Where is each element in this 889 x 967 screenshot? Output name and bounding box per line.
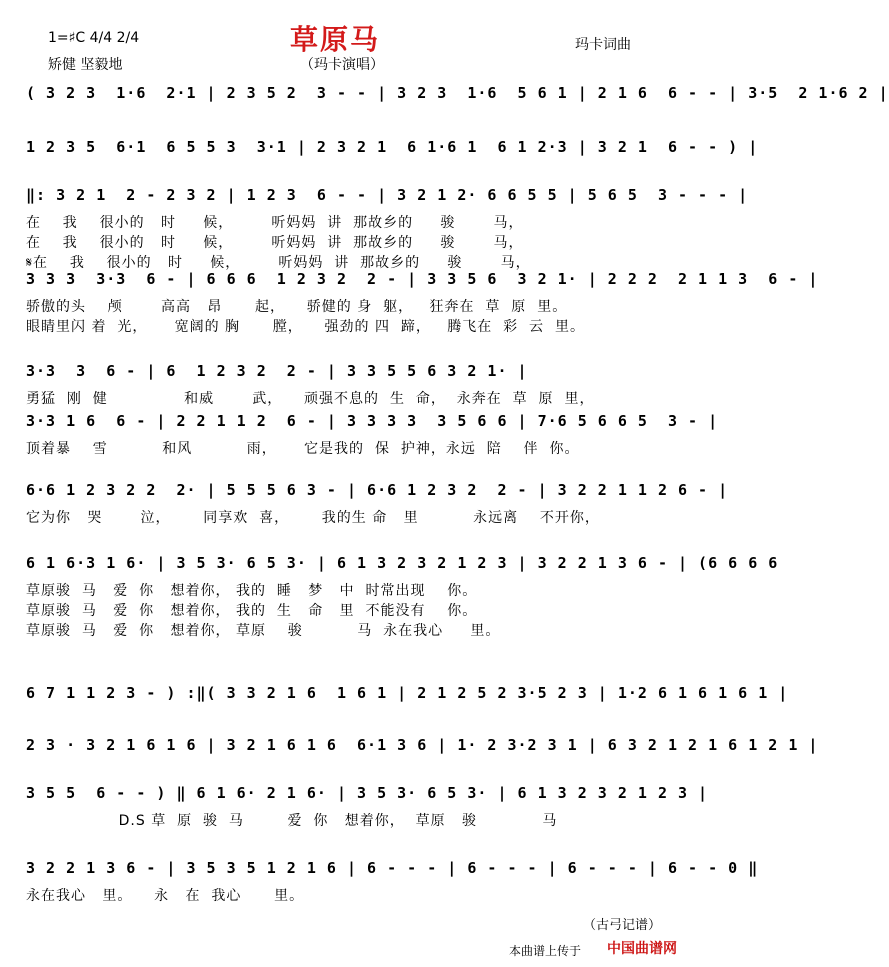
notation-row: 3 5 5 6 - - ) ‖ 6 1 6· 2 1 6· | 3 5 3· 6 5 3· | 6 1 3 2 3 2 1 2 3 | [26,784,709,802]
score-line [26,408,719,460]
lyric-row: 𝄋在 我 很小的 时 候， 听妈妈 讲 那故乡的 骏 马， [26,255,531,271]
notation-row: 3·3 1 6 6 - | 2 2 1 1 2 6 - | 3 3 3 3 3 5 6 6 | 7·6 5 6 6 5 3 - | [26,412,719,430]
lyric-row: 在 我 很小的 时 候， 听妈妈 讲 那故乡的 骏 马， [26,235,524,251]
lyric-row: 骄傲的头 颅 高高 昂 起， 骄健的 身 躯， 狂奔在 草 原 里。 [26,299,568,315]
notation-row: 1 2 3 5 6·1 6 5 5 3 3·1 | 2 3 2 1 6 1·6 1 6 1 2·3 | 3 2 1 6 - - ) | [26,138,759,156]
score-line [26,780,709,832]
lyric-row: 勇猛 刚 健 和威 武， 顽强不息的 生 命， 永奔在 草 原 里， [26,391,595,407]
score-line [26,358,666,410]
lyric-row: 在 我 很小的 时 候， 听妈妈 讲 那故乡的 骏 马， [26,215,524,231]
tempo-marking: 矫健 坚毅地 [48,57,123,73]
score-line [26,732,819,784]
notation-row: 6 1 6·3 1 6· | 3 5 3· 6 5 3· | 6 1 3 2 3 2 1 2 3 | 3 2 2 1 3 6 - | (6 6 6 6 [26,554,779,572]
score-line [26,855,759,907]
lyric-row: 草原骏 马 爱 你 想着你， 草原 骏 马 永在我心 里。 [26,623,501,639]
notation-row: ‖: 3 2 1 2 - 2 3 2 | 1 2 3 6 - - | 3 2 1 2· 6 6 5 5 | 5 6 5 3 - - - | [26,186,749,204]
site-logo: 中国曲谱网 [607,941,677,957]
composer-credit: 玛卡词曲 [575,37,631,53]
score-line [26,182,749,271]
notation-row: 6 7 1 1 2 3 - ) :‖( 3 3 2 1 6 1 6 1 | 2 1 2 5 2 3·5 2 3 | 1·2 6 1 6 1 6 1 | [26,684,789,702]
transcriber-credit: （古弓记谱） [582,918,661,933]
upload-note: 本曲谱上传于 [508,944,581,958]
lyric-row: 顶着暴 雪 和风 雨， 它是我的 保 护神，永远 陪 伴 你。 [26,441,580,457]
lyric-row: 眼睛里闪 着 光， 宽阔的 胸 膛， 强劲的 四 蹄， 腾飞在 彩 云 里。 [26,319,585,335]
notation-row: 3·3 3 6 - | 6 1 2 3 2 2 - | 3 3 5 5 6 3 2 1· | [26,362,528,380]
score-line [26,477,729,529]
score-line [26,550,779,639]
song-title: 草原马 [290,23,381,56]
notation-row: ( 3 2 3 1·6 2·1 | 2 3 5 2 3 - - | 3 2 3 1·6 5 6 1 | 2 1 6 6 - - | 3·5 2 1·6 2 | [26,84,889,102]
score-line [26,680,789,732]
notation-row: 6·6 1 2 3 2 2 2· | 5 5 5 6 3 - | 6·6 1 2 3 2 2 - | 3 2 2 1 1 2 6 - | [26,481,729,499]
lyric-row: 草原骏 马 爱 你 想着你， 我的 生 命 里 不能没有 你。 [26,603,478,619]
score-line [26,80,889,132]
lyric-row: 草原骏 马 爱 你 想着你， 我的 睡 梦 中 时常出现 你。 [26,583,478,599]
score-line [26,134,759,186]
score [26,80,889,904]
notation-row: 2 3 · 3 2 1 6 1 6 | 3 2 1 6 1 6 6·1 3 6 | 1· 2 3·2 3 1 | 6 3 2 1 2 1 6 1 2 1 | [26,736,819,754]
key-signature: 1=♯C 4/4 2/4 [48,30,140,46]
lyric-row: 它为你 哭 泣， 同享欢 喜， 我的生 命 里 永远离 不开你， [26,510,600,526]
score-line [26,266,819,335]
notation-row: 3 2 2 1 3 6 - | 3 5 3 5 1 2 1 6 | 6 - - - | 6 - - - | 6 - - - | 6 - - 0 ‖ [26,859,759,877]
notation-row: 3 3 3 3·3 6 - | 6 6 6 1 2 3 2 2 - | 3 3 5 6 3 2 1· | 2 2 2 2 1 1 3 6 - | [26,270,819,288]
performer-subtitle: （玛卡演唱） [300,57,384,73]
lyric-row: D.S 草 原 骏 马 爱 你 想着你， 草原 骏 马 [26,813,558,829]
lyric-row: 永在我心 里。 永 在 我心 里。 [26,888,305,904]
